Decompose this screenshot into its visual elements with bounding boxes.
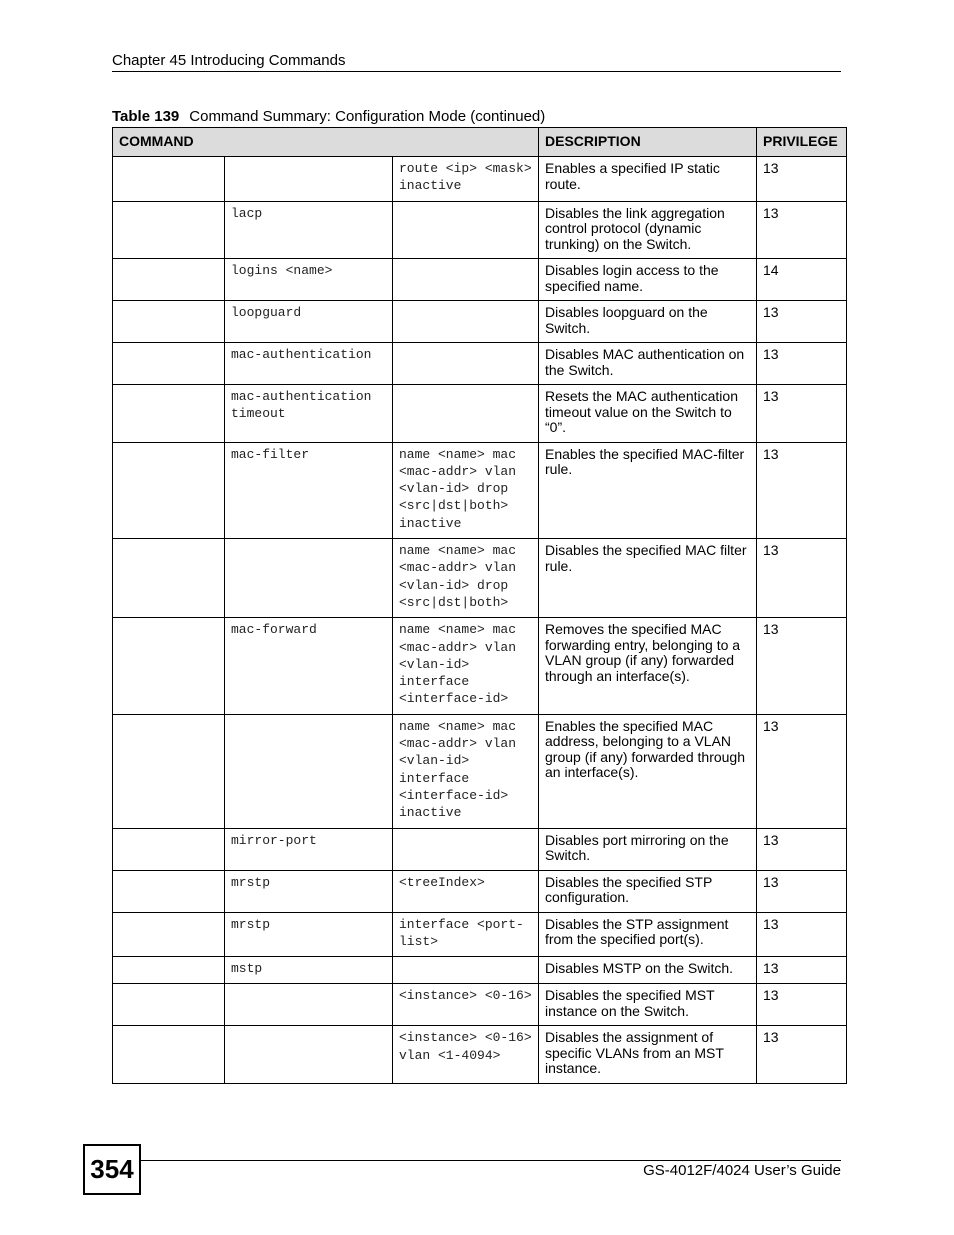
command-cell-level1 bbox=[113, 870, 225, 912]
header-rule bbox=[112, 71, 841, 72]
command-cell-level1 bbox=[113, 301, 225, 343]
table-row bbox=[113, 301, 847, 343]
command-cell-level2: mirror-port bbox=[225, 828, 393, 870]
column-header-command: COMMAND bbox=[113, 128, 539, 157]
command-cell-level2 bbox=[225, 157, 393, 202]
command-cell-parameters: name <name> mac <mac-addr> vlan <vlan-id> drop <src|dst|both> inactive bbox=[393, 442, 539, 538]
command-cell-level2: mrstp bbox=[225, 870, 393, 912]
command-cell-level2: logins <name> bbox=[225, 259, 393, 301]
command-cell-parameters bbox=[393, 385, 539, 443]
description-cell: Disables the link aggregation control protocol (dynamic trunking) on the Switch. bbox=[539, 201, 757, 259]
command-cell-level1 bbox=[113, 201, 225, 259]
page-number: 354 bbox=[83, 1144, 141, 1195]
column-header-description: DESCRIPTION bbox=[539, 128, 757, 157]
footer-rule bbox=[140, 1160, 841, 1161]
privilege-cell: 13 bbox=[757, 385, 847, 443]
command-cell-parameters: name <name> mac <mac-addr> vlan <vlan-id> interface <interface-id> inactive bbox=[393, 714, 539, 828]
table-row bbox=[113, 385, 847, 443]
description-cell: Disables the STP assignment from the specified port(s). bbox=[539, 912, 757, 957]
description-cell: Enables the specified MAC address, belonging to a VLAN group (if any) forwarded through an interface(s). bbox=[539, 714, 757, 828]
privilege-cell: 13 bbox=[757, 1026, 847, 1084]
command-cell-parameters: route <ip> <mask> inactive bbox=[393, 157, 539, 202]
table-row bbox=[113, 157, 847, 202]
privilege-cell: 13 bbox=[757, 984, 847, 1026]
description-cell: Disables the specified MST instance on the Switch. bbox=[539, 984, 757, 1026]
command-cell-level2: mac-authentication bbox=[225, 343, 393, 385]
command-cell-level1 bbox=[113, 442, 225, 538]
command-cell-level2 bbox=[225, 714, 393, 828]
description-cell: Disables port mirroring on the Switch. bbox=[539, 828, 757, 870]
command-cell-level1 bbox=[113, 1026, 225, 1084]
privilege-cell: 13 bbox=[757, 301, 847, 343]
command-cell-level2 bbox=[225, 984, 393, 1026]
command-cell-parameters: <instance> <0-16> vlan <1-4094> bbox=[393, 1026, 539, 1084]
privilege-cell: 14 bbox=[757, 259, 847, 301]
command-cell-level2: mac-forward bbox=[225, 618, 393, 714]
description-cell: Enables a specified IP static route. bbox=[539, 157, 757, 202]
table-row bbox=[113, 343, 847, 385]
command-cell-parameters bbox=[393, 259, 539, 301]
command-cell-level2: loopguard bbox=[225, 301, 393, 343]
table-row bbox=[113, 201, 847, 259]
description-cell: Disables the specified STP configuration. bbox=[539, 870, 757, 912]
privilege-cell: 13 bbox=[757, 870, 847, 912]
privilege-cell: 13 bbox=[757, 442, 847, 538]
table-row bbox=[113, 714, 847, 828]
description-cell: Disables the specified MAC filter rule. bbox=[539, 539, 757, 618]
privilege-cell: 13 bbox=[757, 618, 847, 714]
command-cell-parameters: <instance> <0-16> bbox=[393, 984, 539, 1026]
table-row bbox=[113, 442, 847, 538]
description-cell: Removes the specified MAC forwarding entry, belonging to a VLAN group (if any) forwarded through an interface(s). bbox=[539, 618, 757, 714]
table-row bbox=[113, 957, 847, 984]
command-cell-level1 bbox=[113, 385, 225, 443]
command-cell-level1 bbox=[113, 828, 225, 870]
description-cell: Enables the specified MAC-filter rule. bbox=[539, 442, 757, 538]
command-cell-level2 bbox=[225, 539, 393, 618]
description-cell: Disables the assignment of specific VLANs from an MST instance. bbox=[539, 1026, 757, 1084]
table-caption-label: Table 139 bbox=[112, 108, 180, 125]
description-cell: Disables MAC authentication on the Switch. bbox=[539, 343, 757, 385]
table-row bbox=[113, 912, 847, 957]
table-row bbox=[113, 828, 847, 870]
table-row bbox=[113, 1026, 847, 1084]
command-cell-level1 bbox=[113, 157, 225, 202]
command-cell-level1 bbox=[113, 539, 225, 618]
command-cell-level1 bbox=[113, 343, 225, 385]
command-cell-level2: lacp bbox=[225, 201, 393, 259]
command-cell-parameters: <treeIndex> bbox=[393, 870, 539, 912]
command-cell-level1 bbox=[113, 714, 225, 828]
privilege-cell: 13 bbox=[757, 157, 847, 202]
command-cell-parameters bbox=[393, 957, 539, 984]
table-caption-text: Command Summary: Configuration Mode (continued) bbox=[189, 108, 546, 125]
privilege-cell: 13 bbox=[757, 201, 847, 259]
command-cell-parameters: interface <port-list> bbox=[393, 912, 539, 957]
command-cell-level1 bbox=[113, 259, 225, 301]
command-cell-level2: mac-filter bbox=[225, 442, 393, 538]
table-row bbox=[113, 870, 847, 912]
command-cell-level1 bbox=[113, 957, 225, 984]
command-cell-level2: mrstp bbox=[225, 912, 393, 957]
table-row bbox=[113, 984, 847, 1026]
table-body bbox=[113, 157, 847, 1084]
command-cell-level1 bbox=[113, 618, 225, 714]
command-cell-level2: mstp bbox=[225, 957, 393, 984]
command-cell-level2 bbox=[225, 1026, 393, 1084]
guide-title: GS-4012F/4024 User’s Guide bbox=[643, 1162, 841, 1179]
command-summary-table bbox=[112, 127, 847, 1084]
command-cell-level1 bbox=[113, 984, 225, 1026]
command-cell-parameters bbox=[393, 343, 539, 385]
chapter-header: Chapter 45 Introducing Commands bbox=[112, 52, 346, 69]
table-header-row bbox=[113, 128, 847, 157]
table-caption bbox=[112, 108, 545, 126]
command-cell-parameters: name <name> mac <mac-addr> vlan <vlan-id> interface <interface-id> bbox=[393, 618, 539, 714]
command-cell-parameters bbox=[393, 301, 539, 343]
column-header-privilege: PRIVILEGE bbox=[757, 128, 847, 157]
privilege-cell: 13 bbox=[757, 828, 847, 870]
description-cell: Disables MSTP on the Switch. bbox=[539, 957, 757, 984]
privilege-cell: 13 bbox=[757, 539, 847, 618]
command-cell-parameters bbox=[393, 201, 539, 259]
description-cell: Disables loopguard on the Switch. bbox=[539, 301, 757, 343]
command-cell-level1 bbox=[113, 912, 225, 957]
command-cell-level2: mac-authentication timeout bbox=[225, 385, 393, 443]
privilege-cell: 13 bbox=[757, 957, 847, 984]
privilege-cell: 13 bbox=[757, 343, 847, 385]
table-row bbox=[113, 618, 847, 714]
command-cell-parameters: name <name> mac <mac-addr> vlan <vlan-id> drop <src|dst|both> bbox=[393, 539, 539, 618]
privilege-cell: 13 bbox=[757, 912, 847, 957]
table-row bbox=[113, 539, 847, 618]
description-cell: Disables login access to the specified name. bbox=[539, 259, 757, 301]
description-cell: Resets the MAC authentication timeout value on the Switch to “0”. bbox=[539, 385, 757, 443]
privilege-cell: 13 bbox=[757, 714, 847, 828]
command-cell-parameters bbox=[393, 828, 539, 870]
table-row bbox=[113, 259, 847, 301]
